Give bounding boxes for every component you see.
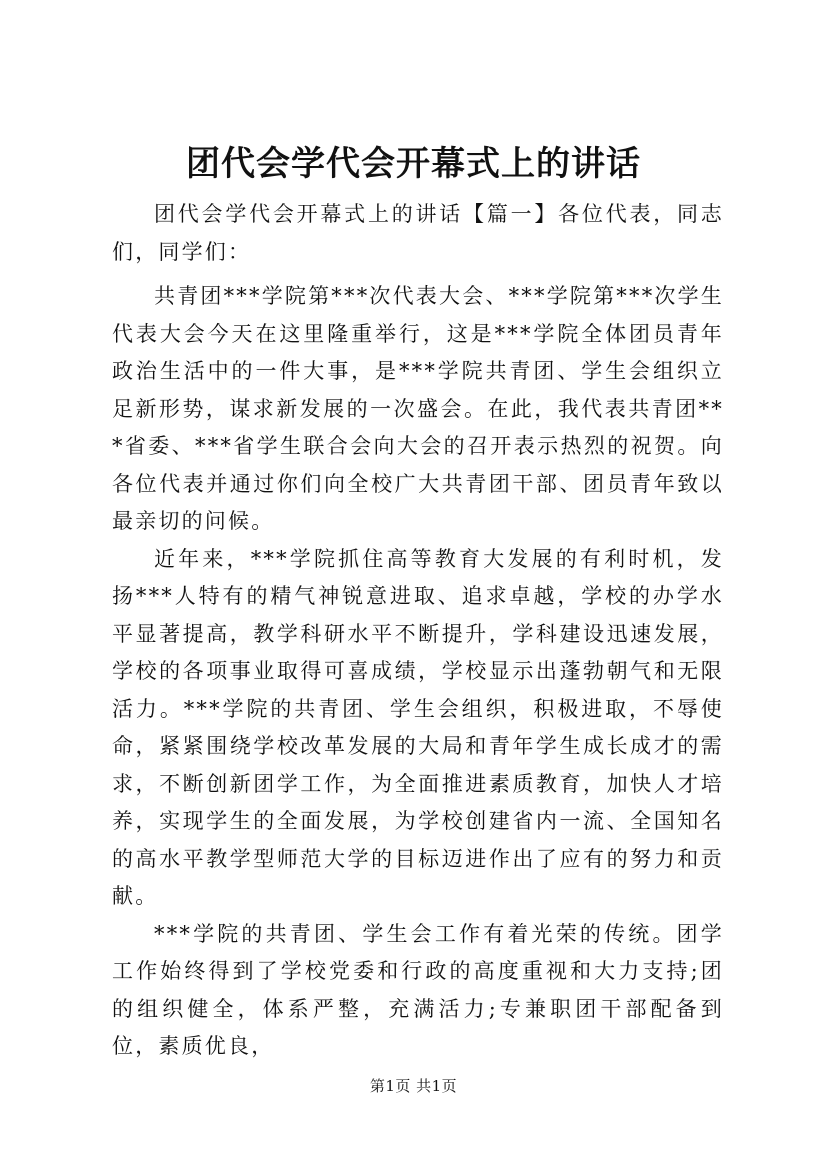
- paragraph-greeting: 团代会学代会开幕式上的讲话【篇一】各位代表，同志们，同学们：: [112, 202, 724, 264]
- paragraph-tradition: ***学院的共青团、学生会工作有着光荣的传统。团学工作始终得到了学校党委和行政的高度重视和大力支持;团的组织健全，体系严整，充满活力;专兼职团干部配备到位，素质优良，: [112, 921, 724, 1058]
- paragraph-achievements: 近年来，***学院抓住高等教育大发展的有利时机，发扬***人特有的精气神锐意进取、追求卓越，学校的办学水平显著提高，教学科研水平不断提升，学科建设迅速发展，学校的各项事业取得可喜成绩，学校显示出蓬勃朝气和无限活力。***学院的共青团、学生会组织，积极进取，不辱使命，紧紧围绕学校改革发展的大局和青年学生成长成才的需求，不断创新团学工作，为全面推进素质教育，加快人才培养，实现学生的全面发展，为学校创建省内一流、全国知名的高水平教学型师范大学的目标迈进作出了应有的努力和贡献。: [112, 546, 724, 908]
- page-footer: 第1页 共1页: [369, 1077, 458, 1095]
- document-body: [112, 196, 724, 1066]
- document-title: 团代会学代会开幕式上的讲话: [186, 144, 641, 184]
- paragraph-opening: 共青团***学院第***次代表大会、***学院第***次学生代表大会今天在这里隆重举行，这是***学院全体团员青年政治生活中的一件大事，是***学院共青团、学生会组织立足新形势，谋求新发展的一次盛会。在此，我代表共青团***省委、***省学生联合会向大会的召开表示热烈的祝贺。向各位代表并通过你们向全校广大共青团干部、团员青年致以最亲切的问候。: [112, 284, 724, 533]
